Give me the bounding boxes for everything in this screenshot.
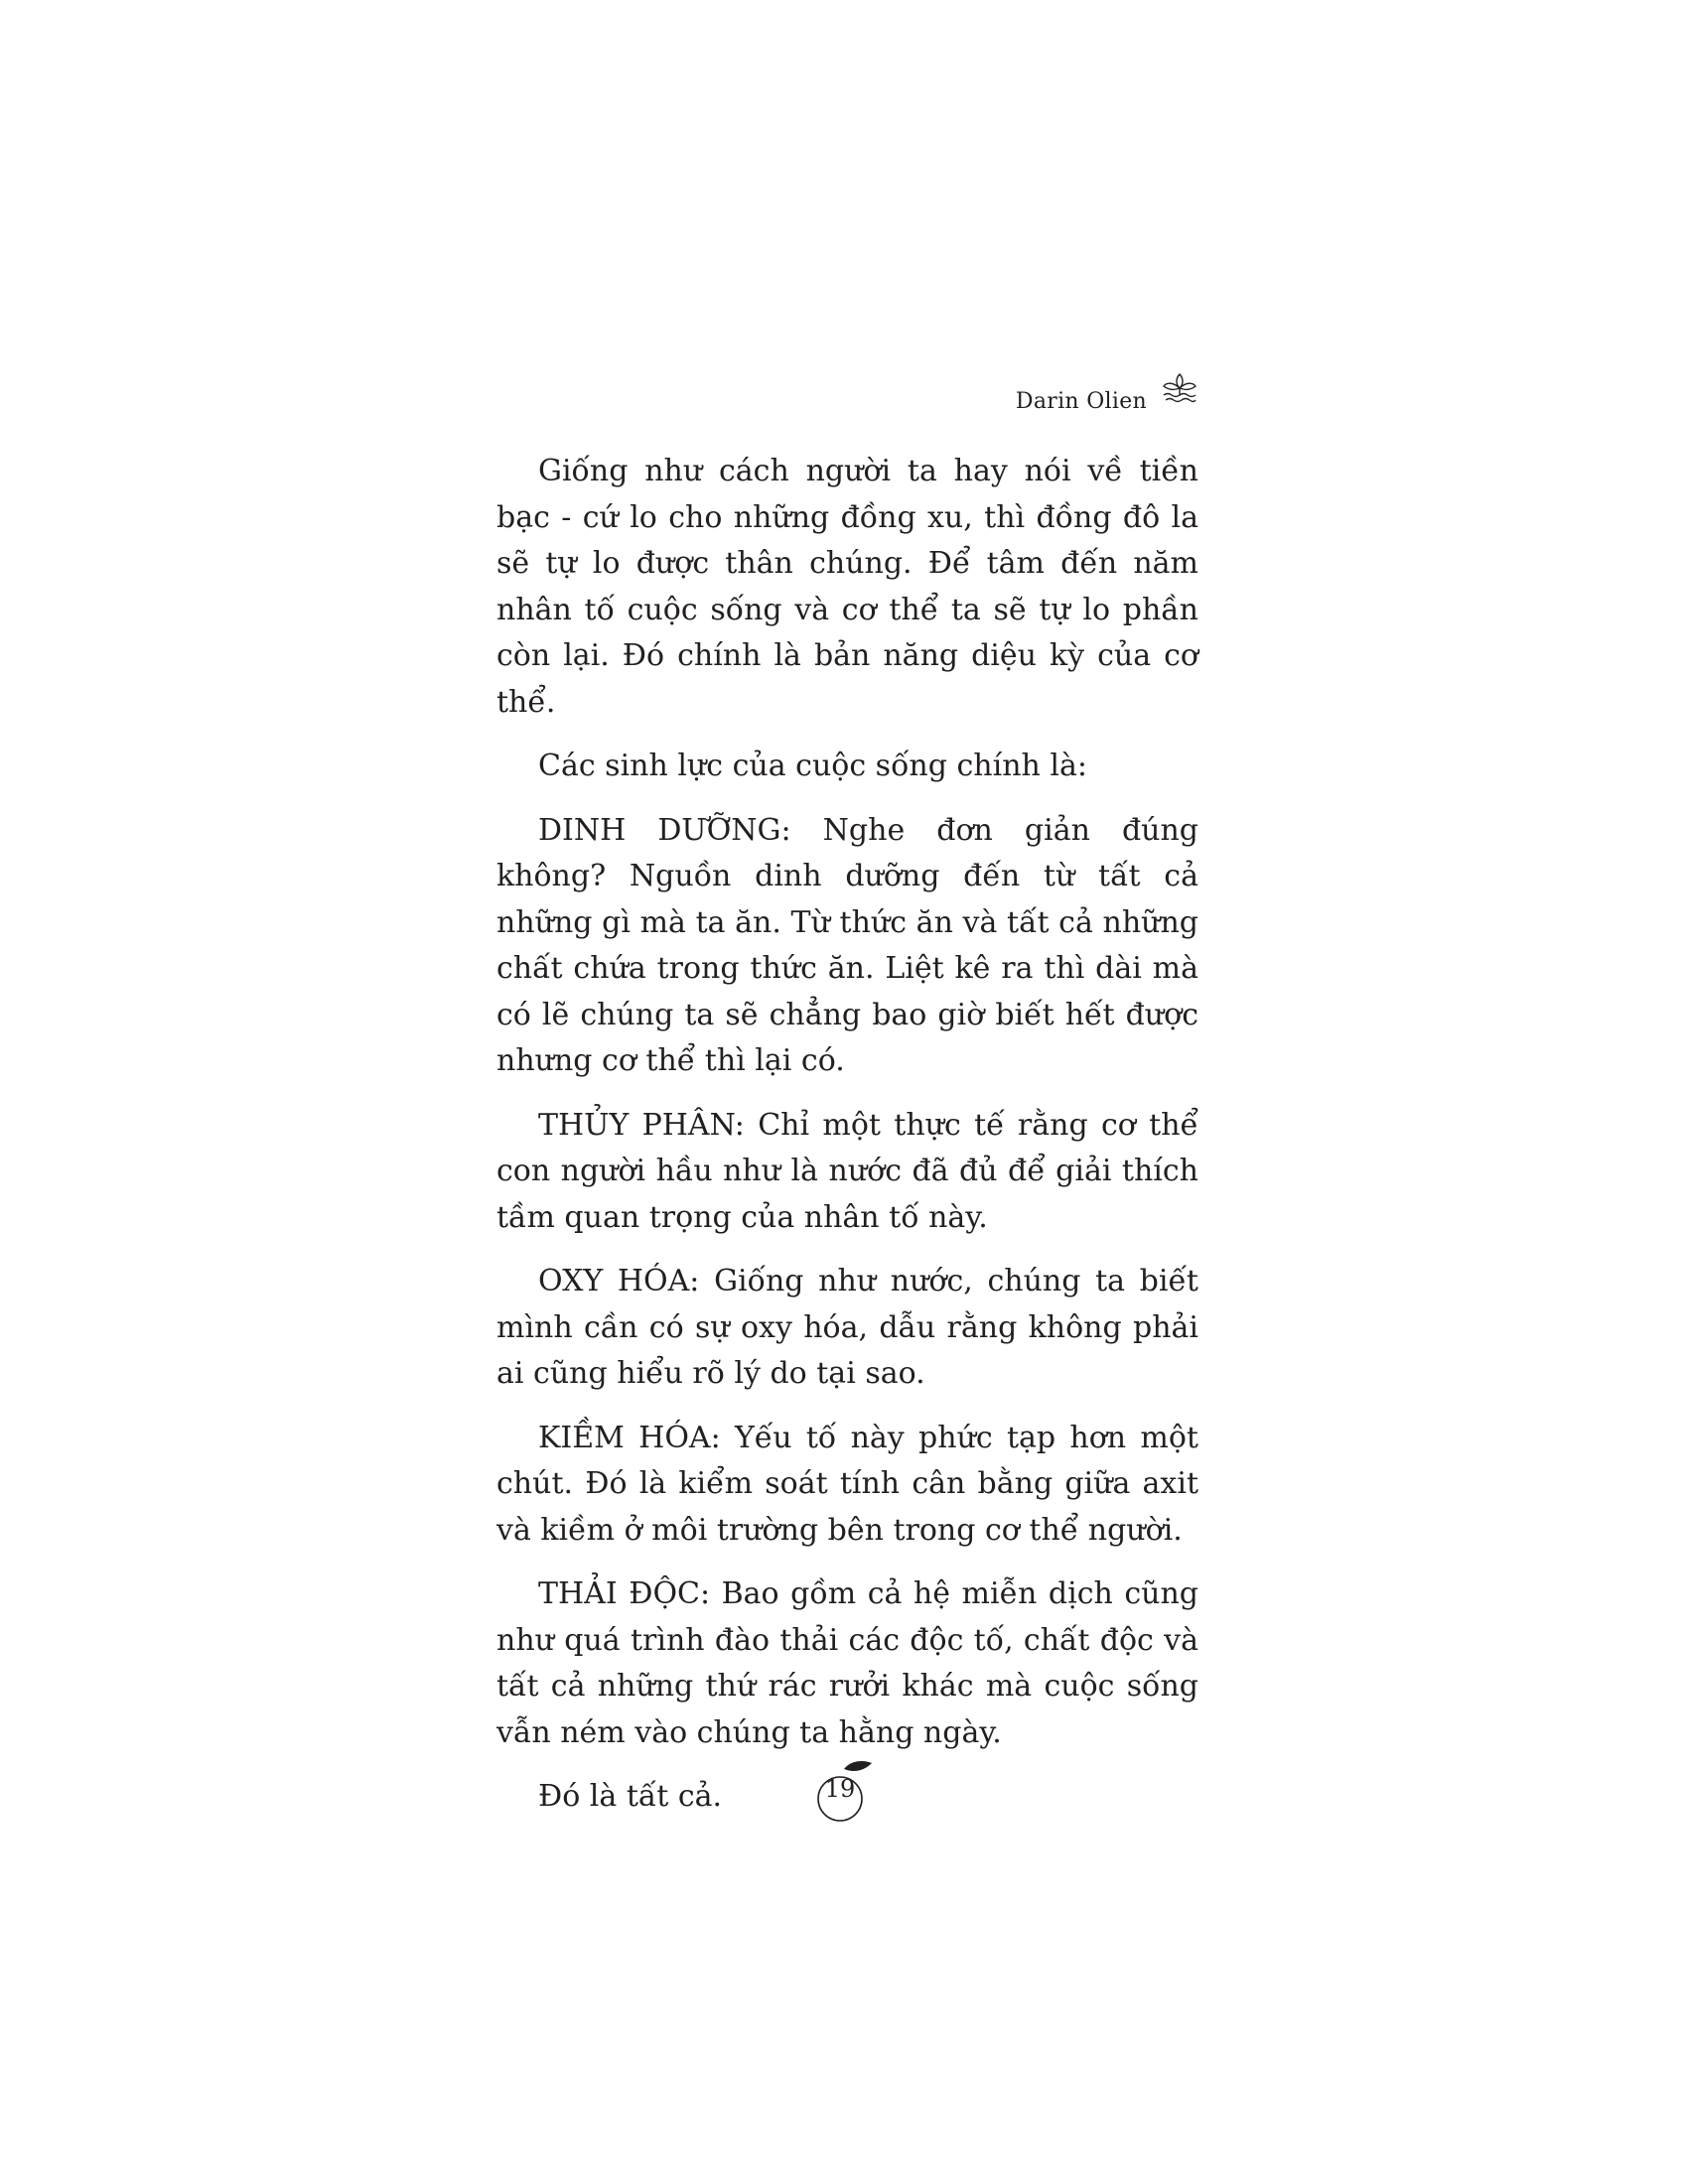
paragraph-alkalization: KIỀM HÓA: Yếu tố này phức tạp hơn một chút. Đó là kiểm soát tính cân bằng giữa axit và kiềm ở môi trường bên trong cơ thể người. <box>496 1420 1198 1548</box>
paragraph-intro: Giống như cách người ta hay nói về tiền bạc - cứ lo cho những đồng xu, thì đồng đô la sẽ tự lo được thân chúng. Để tâm đến năm nhân tố cuộc sống và cơ thể ta sẽ tự lo phần còn lại. Đó chính là bản năng diệu kỳ của cơ thể. <box>496 454 1198 720</box>
paragraph-nutrition: DINH DƯỠNG: Nghe đơn giản đúng không? Nguồn dinh dưỡng đến từ tất cả những gì mà ta ăn. Từ thức ăn và tất cả những chất chứa trong thức ăn. Liệt kê ra thì dài mà có lẽ chúng ta sẽ chẳng bao giờ biết hết được nhưng cơ thể thì lại có. <box>496 812 1198 1078</box>
paragraph-list-intro: Các sinh lực của cuộc sống chính là: <box>538 749 1087 783</box>
page-number: 19 <box>824 1775 856 1803</box>
paragraph-oxygenation: OXY HÓA: Giống như nước, chúng ta biết mình cần có sự oxy hóa, dẫu rằng không phải ai cũng hiểu rõ lý do tại sao. <box>496 1264 1198 1391</box>
paragraph-detoxification: THẢI ĐỘC: Bao gồm cả hệ miễn dịch cũng như quá trình đào thải các độc tố, chất độc và tất cả những thứ rác rưởi khác mà cuộc sống vẫn ném vào chúng ta hằng ngày. <box>496 1576 1198 1750</box>
paragraph-hydration: THỦY PHÂN: Chỉ một thực tế rằng cơ thể con người hầu như là nước đã đủ để giải thích tầm quan trọng của nhân tố này. <box>496 1107 1198 1235</box>
body-text <box>496 449 1198 1839</box>
running-header <box>1016 361 1198 414</box>
header-author: Darin Olien <box>1015 389 1147 414</box>
paragraph-closing: Đó là tất cả. <box>538 1779 723 1814</box>
sprout-icon <box>1161 370 1198 406</box>
page-number-badge <box>806 1749 896 1829</box>
